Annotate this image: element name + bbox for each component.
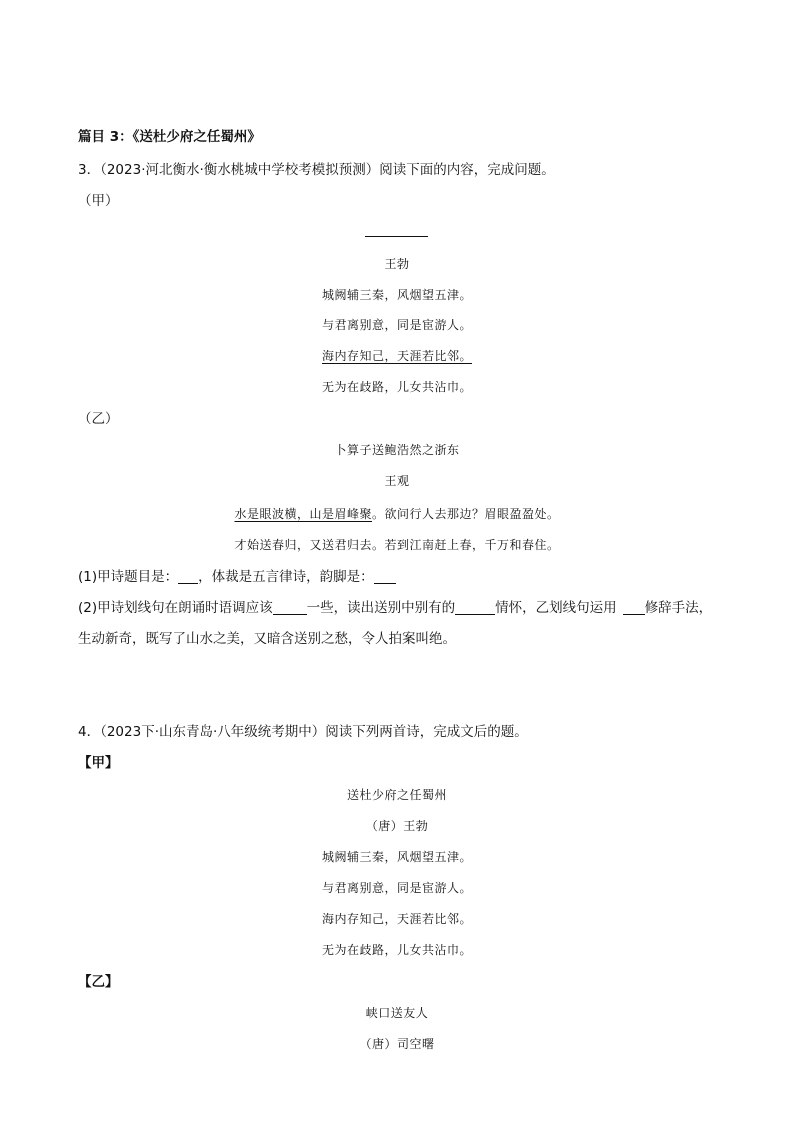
q3-yi-title: 卜算子送鲍浩然之浙东 (334, 443, 460, 457)
section-heading: 篇目 3：《送杜少府之任蜀州》 (78, 129, 261, 145)
q3-jia-line-4: 无为在歧路，儿女共沾巾。 (321, 380, 472, 394)
q4-jia-line-4: 无为在歧路，儿女共沾巾。 (321, 943, 472, 957)
q4-yi-label: 【乙】 (78, 974, 119, 990)
q4-jia-line-3: 海内存知己，天涯若比邻。 (321, 912, 472, 926)
q3-subquestion-2-cont: 生动新奇，既写了山水之美，又暗含送别之愁，令人拍案叫绝。 (78, 631, 456, 647)
question-4-stem: 4．（2023下·山东青岛·八年级统考期中）阅读下列两首诗，完成文后的题。 (78, 724, 528, 740)
sub2-text-a: (2)甲诗划线句在朗诵时语调应该 (78, 600, 273, 616)
q4-jia-line-1: 城阙辅三秦，风烟望五津。 (321, 850, 472, 864)
sub2-text-c: 情怀，乙划线句运用 (495, 600, 617, 616)
q4-yi-title: 峡口送友人 (365, 1006, 429, 1020)
answer-blank[interactable] (178, 569, 198, 584)
q4-jia-title: 送杜少府之任蜀州 (346, 788, 447, 802)
q3-yi-line-1-rest: 。欲问行人去那边？眉眼盈盈处。 (372, 507, 560, 521)
answer-blank[interactable] (455, 600, 495, 615)
q3-yi-underlined-phrase: 水是眼波横，山是眉峰聚 (234, 507, 372, 521)
sub1-text-b: ，体裁是五言律诗，韵脚是： (198, 569, 374, 585)
q3-jia-label: （甲） (78, 193, 119, 209)
q3-title-blank (365, 236, 428, 237)
q4-jia-author: （唐）王勃 (365, 819, 429, 833)
q3-yi-line-1 (0, 505, 794, 523)
sub2-text-b: 一些，读出送别中别有的 (306, 600, 456, 616)
q3-yi-author: 王观 (384, 474, 410, 488)
q3-jia-author: 王勃 (384, 257, 410, 271)
answer-blank[interactable] (623, 600, 645, 615)
q3-jia-line-2: 与君离别意，同是宦游人。 (321, 318, 472, 332)
q3-yi-label: （乙） (78, 411, 119, 427)
q4-yi-author: （唐）司空曙 (359, 1037, 435, 1051)
q3-yi-line-2: 才始送春归，又送君归去。若到江南赶上春，千万和春住。 (234, 538, 560, 552)
sub1-text-a: (1)甲诗题目是： (78, 569, 179, 585)
answer-blank[interactable] (374, 569, 396, 584)
answer-blank[interactable] (273, 600, 307, 615)
q4-jia-label: 【甲】 (78, 755, 119, 771)
q3-subquestion-2 (78, 599, 712, 617)
q3-jia-line-3-underlined: 海内存知己，天涯若比邻。 (321, 349, 472, 363)
q3-jia-line-1: 城阙辅三秦，风烟望五津。 (321, 288, 472, 302)
q4-jia-line-2: 与君离别意，同是宦游人。 (321, 881, 472, 895)
sub2-text-d: 修辞手法， (644, 600, 713, 616)
q3-subquestion-1 (78, 568, 396, 586)
question-3-stem: 3．（2023·河北衡水·衡水桃城中学校考模拟预测）阅读下面的内容，完成问题。 (78, 162, 555, 178)
